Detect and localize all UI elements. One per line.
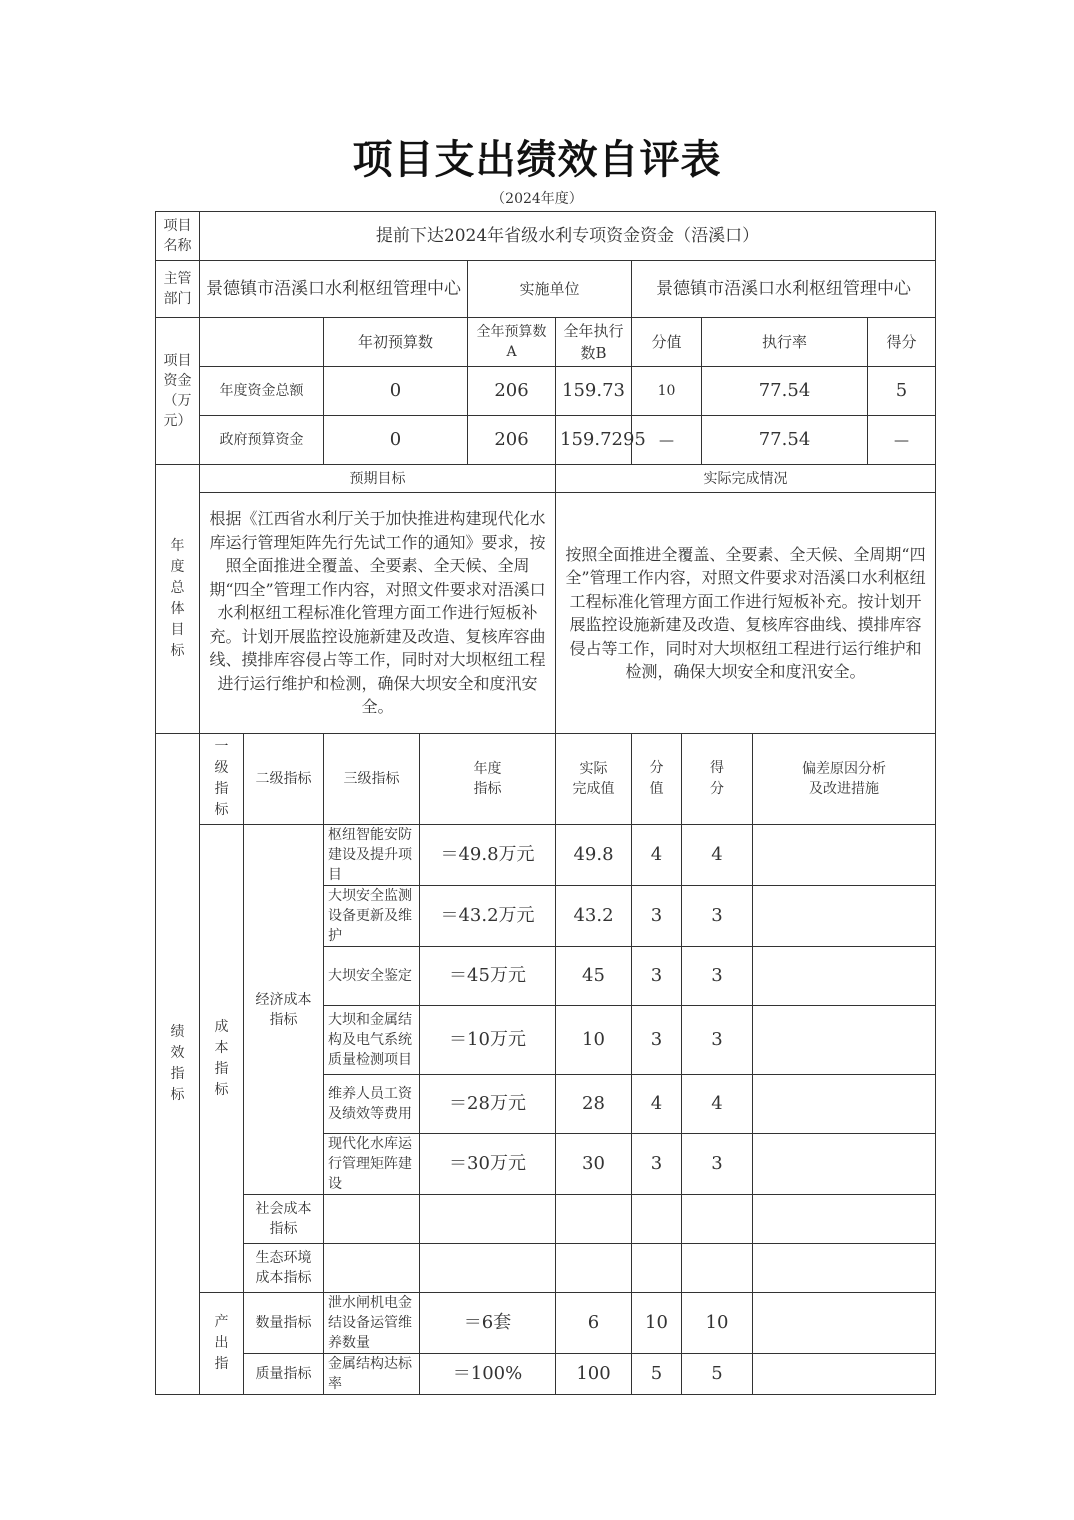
funds-row-executed: 159.7295 <box>556 416 632 465</box>
indicator-weight: 4 <box>632 825 682 886</box>
eco-env-cost-row <box>156 1244 936 1293</box>
analysis-header: 偏差原因分析 及改进措施 <box>753 734 936 825</box>
impl-unit-value: 景德镇市浯溪口水利枢纽管理中心 <box>632 261 936 318</box>
empty-cell <box>556 1244 632 1293</box>
funds-header-rate: 执行率 <box>702 318 868 367</box>
indicator-name: 大坝安全鉴定 <box>324 947 420 1006</box>
funds-row-weight: — <box>632 416 702 465</box>
funds-header-initial: 年初预算数 <box>324 318 468 367</box>
dept-value: 景德镇市浯溪口水利枢纽管理中心 <box>200 261 468 318</box>
actual-completion-header: 实际完成情况 <box>556 465 936 493</box>
document-subtitle: （2024年度） <box>491 191 583 207</box>
output-indicator-row <box>156 1293 936 1354</box>
indicator-name: 泄水闸机电金结设备运管维养数量 <box>324 1293 420 1354</box>
empty-cell <box>682 1195 753 1244</box>
level1-header: 一 级 指 标 <box>200 734 244 825</box>
annual-target-header: 年度 指标 <box>420 734 556 825</box>
empty-cell <box>324 1195 420 1244</box>
indicator-actual: 100 <box>556 1354 632 1395</box>
indicator-score: 5 <box>682 1354 753 1395</box>
indicator-weight: 3 <box>632 1134 682 1195</box>
impl-unit-label: 实施单位 <box>468 261 632 318</box>
output-level2: 数量指标 <box>244 1293 324 1354</box>
indicator-name: 枢纽智能安防建设及提升项目 <box>324 825 420 886</box>
actual-value-header: 实际 完成值 <box>556 734 632 825</box>
goals-content-row <box>156 493 936 734</box>
indicator-score: 4 <box>682 825 753 886</box>
project-name-label: 项目 名称 <box>156 212 200 261</box>
indicator-analysis <box>753 947 936 1006</box>
indicator-name: 大坝和金属结构及电气系统质量检测项目 <box>324 1006 420 1075</box>
level2-header: 二级指标 <box>244 734 324 825</box>
score-header: 得 分 <box>682 734 753 825</box>
funds-row-rate: 77.54 <box>702 416 868 465</box>
indicator-name: 维养人员工资及绩效等费用 <box>324 1075 420 1134</box>
indicator-name: 大坝安全监测设备更新及维护 <box>324 886 420 947</box>
empty-cell <box>753 1244 936 1293</box>
social-cost-row <box>156 1195 936 1244</box>
eco-env-cost-label: 生态环境 成本指标 <box>244 1244 324 1293</box>
funds-row-initial: 0 <box>324 367 468 416</box>
empty-cell <box>753 1195 936 1244</box>
funds-section-label: 项目 资金 （万 元） <box>156 318 200 465</box>
economic-cost-label: 经济成本 指标 <box>244 825 324 1195</box>
indicator-score: 3 <box>682 886 753 947</box>
indicator-target: ＝100% <box>420 1354 556 1395</box>
output-indicator-label: 产 出 指 <box>200 1293 244 1395</box>
actual-completion-text: 按照全面推进全覆盖、全要素、全天候、全周期“四全”管理工作内容，对照文件要求对浯溪口水利枢纽工程标准化管理方面工作进行短板补充。按计划开展监控设施新建及改造、复核库容曲线、摸排库容侵占等工作，同时对大坝枢纽工程进行运行维护和检测，确保大坝安全和度汛安全。 <box>556 493 936 734</box>
indicator-target: ＝45万元 <box>420 947 556 1006</box>
empty-cell <box>682 1244 753 1293</box>
empty-cell <box>632 1244 682 1293</box>
funds-row <box>156 416 936 465</box>
indicator-target: ＝43.2万元 <box>420 886 556 947</box>
indicator-actual: 43.2 <box>556 886 632 947</box>
indicator-score: 4 <box>682 1075 753 1134</box>
indicator-weight: 10 <box>632 1293 682 1354</box>
funds-header-weight: 分值 <box>632 318 702 367</box>
indicator-analysis <box>753 825 936 886</box>
indicator-score: 3 <box>682 1006 753 1075</box>
indicator-target: ＝28万元 <box>420 1075 556 1134</box>
indicator-actual: 28 <box>556 1075 632 1134</box>
empty-cell <box>420 1244 556 1293</box>
empty-cell <box>556 1195 632 1244</box>
goals-header-row <box>156 465 936 493</box>
expected-goal-text: 根据《江西省水利厅关于加快推进构建现代化水库运行管理矩阵先行先试工作的通知》要求，按照全面推进全覆盖、全要素、全天候、全周期“四全”管理工作内容，对照文件要求对浯溪口水利枢纽工程标准化管理方面工作进行短板补充。计划开展监控设施新建及改造、复核库容曲线、摸排库容侵占等工作，同时对大坝枢纽工程进行运行维护和检测，确保大坝安全和度汛安全。 <box>200 493 556 734</box>
funds-row-label: 年度资金总额 <box>200 367 324 416</box>
department-row <box>156 261 936 318</box>
funds-row-score: 5 <box>868 367 936 416</box>
funds-row-executed: 159.73 <box>556 367 632 416</box>
indicator-score: 3 <box>682 947 753 1006</box>
indicator-weight: 3 <box>632 886 682 947</box>
indicator-target: ＝10万元 <box>420 1006 556 1075</box>
indicators-section-label: 绩 效 指 标 <box>156 734 200 1395</box>
cost-indicator-label: 成 本 指 标 <box>200 825 244 1293</box>
empty-cell <box>324 1244 420 1293</box>
indicator-analysis <box>753 1354 936 1395</box>
empty-cell <box>420 1195 556 1244</box>
indicator-score: 3 <box>682 1134 753 1195</box>
indicator-actual: 30 <box>556 1134 632 1195</box>
indicator-target: ＝6套 <box>420 1293 556 1354</box>
funds-header-annual: 全年预算数A <box>468 318 556 367</box>
indicators-header-row <box>156 734 936 825</box>
funds-row-initial: 0 <box>324 416 468 465</box>
indicator-weight: 4 <box>632 1075 682 1134</box>
document-title: 项目支出绩效自评表 <box>352 137 722 183</box>
indicator-actual: 10 <box>556 1006 632 1075</box>
output-level2: 质量指标 <box>244 1354 324 1395</box>
indicator-row <box>156 825 936 886</box>
level3-header: 三级指标 <box>324 734 420 825</box>
funds-row-annual: 206 <box>468 367 556 416</box>
indicator-target: ＝30万元 <box>420 1134 556 1195</box>
indicator-analysis <box>753 1134 936 1195</box>
dept-label: 主管 部门 <box>156 261 200 318</box>
indicator-actual: 49.8 <box>556 825 632 886</box>
indicator-name: 金属结构达标率 <box>324 1354 420 1395</box>
goals-section-label: 年 度 总 体 目 标 <box>156 465 200 734</box>
indicator-score: 10 <box>682 1293 753 1354</box>
expected-goal-header: 预期目标 <box>200 465 556 493</box>
weight-header: 分 值 <box>632 734 682 825</box>
indicator-analysis <box>753 1293 936 1354</box>
indicator-analysis <box>753 1075 936 1134</box>
self-evaluation-table <box>155 211 936 1395</box>
funds-row-score: — <box>868 416 936 465</box>
indicator-actual: 6 <box>556 1293 632 1354</box>
funds-row-annual: 206 <box>468 416 556 465</box>
social-cost-label: 社会成本 指标 <box>244 1195 324 1244</box>
indicator-analysis <box>753 1006 936 1075</box>
indicator-actual: 45 <box>556 947 632 1006</box>
funds-header-blank <box>200 318 324 367</box>
project-name-value: 提前下达2024年省级水利专项资金资金（浯溪口） <box>200 212 936 261</box>
indicator-target: ＝49.8万元 <box>420 825 556 886</box>
funds-row-label: 政府预算资金 <box>200 416 324 465</box>
empty-cell <box>632 1195 682 1244</box>
indicator-weight: 3 <box>632 1006 682 1075</box>
output-indicator-row <box>156 1354 936 1395</box>
funds-header-row <box>156 318 936 367</box>
funds-row-rate: 77.54 <box>702 367 868 416</box>
indicator-analysis <box>753 886 936 947</box>
indicator-weight: 5 <box>632 1354 682 1395</box>
funds-row-weight: 10 <box>632 367 702 416</box>
funds-header-score: 得分 <box>868 318 936 367</box>
funds-row <box>156 367 936 416</box>
funds-header-executed: 全年执行数B <box>556 318 632 367</box>
project-name-row <box>156 212 936 261</box>
indicator-name: 现代化水库运行管理矩阵建设 <box>324 1134 420 1195</box>
indicator-weight: 3 <box>632 947 682 1006</box>
